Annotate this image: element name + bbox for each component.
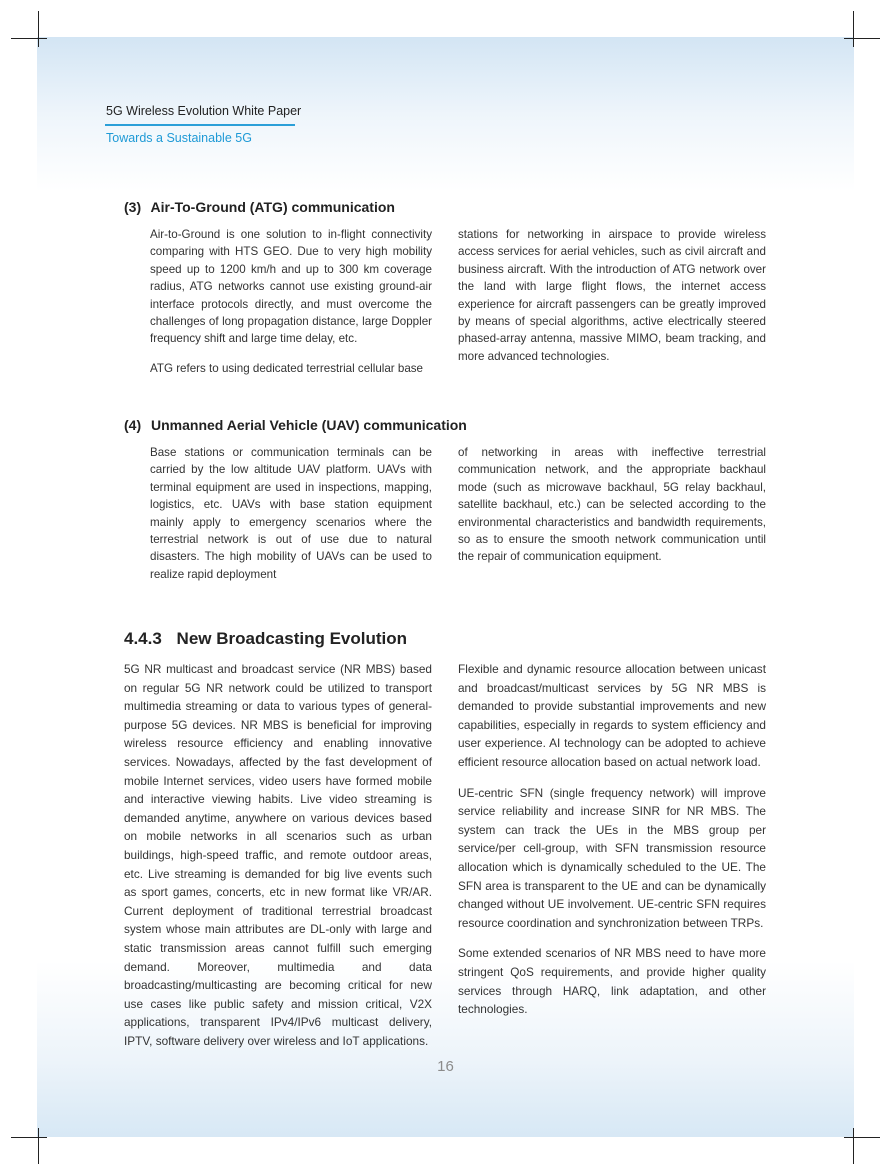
- section-number: 4.4.3: [124, 629, 162, 648]
- document-subtitle: Towards a Sustainable 5G: [106, 131, 252, 145]
- section-number: (4): [124, 417, 142, 433]
- document-title: 5G Wireless Evolution White Paper: [106, 104, 302, 118]
- atg-left-column: [150, 226, 432, 377]
- crop-mark: [11, 1137, 47, 1138]
- uav-right-column: [458, 444, 766, 566]
- paragraph: Air-to-Ground is one solution to in-flight connectivity comparing with HTS GEO. Due to very high mobility speed up to 1200 km/h and up to 300 km coverage radius, ATG networks cannot use existing ground-air interface protocols directly, and must overcome the challenges of long propagation distance, large Doppler frequency shift and large time delay, etc.: [150, 228, 432, 346]
- section-heading-broadcasting: [124, 629, 407, 649]
- section-title: Unmanned Aerial Vehicle (UAV) communication: [151, 417, 467, 433]
- paragraph: stations for networking in airspace to provide wireless access services for aerial vehicles, such as civil aircraft and business aircraft. With the introduction of ATG network over the land with large flight flows, the internet access experience for aircraft passengers can be greatly improved by means of special algorithms, active electrically steered phased-array antenna, massive MIMO, beam tracking, and more advanced technologies.: [458, 228, 766, 363]
- broadcasting-right-column: [458, 660, 766, 1019]
- crop-mark: [853, 1128, 854, 1164]
- paragraph: 5G NR multicast and broadcast service (NR MBS) based on regular 5G NR network could be utilized to transport multimedia streaming or data to various types of general-purpose 5G devices. NR MBS is beneficial for improving wireless resource efficiency and enabling innovative services. Nowadays, affected by the fast development of mobile Internet services, video users have formed mobile and interactive viewing habits. Live video streaming is demanded anytime, anywhere on various devices based on mobile networks in all scenarios such as urban buildings, high-speed traffic, and remote outdoor areas, etc. Live streaming is demanded for big live events such as sport games, concerts, etc in new format like VR/AR. Current deployment of traditional terrestrial broadcast system whose main attributes are DL-only with large and static transmission areas cannot fulfill such emerging demand. Moreover, multimedia and data broadcasting/multicasting are becoming critical for new use cases like public safety and mission critical, V2X applications, transparent IPv4/IPv6 multicast delivery, IPTV, software delivery over wireless and IoT applications.: [124, 662, 432, 1048]
- paragraph: Some extended scenarios of NR MBS need to have more stringent QoS requirements, and provide higher quality services through HARQ, link adaptation, and other technologies.: [458, 946, 766, 1017]
- crop-mark: [844, 38, 880, 39]
- paragraph: of networking in areas with ineffective terrestrial communication network, and the appropriate backhaul mode (such as microwave backhaul, 5G relay backhaul, satellite backhaul, etc.) can be selected according to the environmental characteristics and bandwidth requirements, so as to ensure the smooth network communication until the repair of communication equipment.: [458, 446, 766, 564]
- paragraph: ATG refers to using dedicated terrestrial cellular base: [150, 361, 424, 375]
- section-heading-atg: [124, 199, 395, 215]
- section-number: (3): [124, 199, 142, 215]
- paragraph: Flexible and dynamic resource allocation between unicast and broadcast/multicast services by 5G NR MBS is demanded to provide substantial improvements and new capabilities, especially in regards to system efficiency and user experience. AI technology can be adopted to achieve efficient resource allocation based on actual network load.: [458, 662, 766, 769]
- crop-mark: [11, 38, 47, 39]
- section-heading-uav: [124, 417, 467, 433]
- broadcasting-left-column: [124, 660, 432, 1050]
- crop-mark: [853, 11, 854, 47]
- section-title: New Broadcasting Evolution: [176, 629, 408, 648]
- header-divider: [105, 124, 295, 126]
- paragraph: Base stations or communication terminals can be carried by the low altitude UAV platform. UAVs with terminal equipment are used in inspections, mapping, logistics, etc. UAVs with base station equipment mainly apply to emergency scenarios where the terrestrial network is out of use due to natural disasters. The high mobility of UAVs can be used to realize rapid deployment: [150, 446, 432, 581]
- crop-mark: [844, 1137, 880, 1138]
- atg-right-column: [458, 226, 766, 365]
- paragraph: UE-centric SFN (single frequency network) will improve service reliability and increase SINR for NR MBS. The system can track the UEs in the MBS group per service/per cell-group, with SFN transmission resource allocation which is dynamically scheduled to the UE. The SFN area is transparent to the UE and can be dynamically changed without UE involvement. UE-centric SFN requires resource coordination and synchronization between TRPs.: [458, 785, 766, 930]
- uav-left-column: [150, 444, 432, 583]
- crop-mark: [38, 1128, 39, 1164]
- section-title: Air-To-Ground (ATG) communication: [150, 199, 395, 215]
- crop-mark: [38, 11, 39, 47]
- page-number: 16: [437, 1058, 454, 1075]
